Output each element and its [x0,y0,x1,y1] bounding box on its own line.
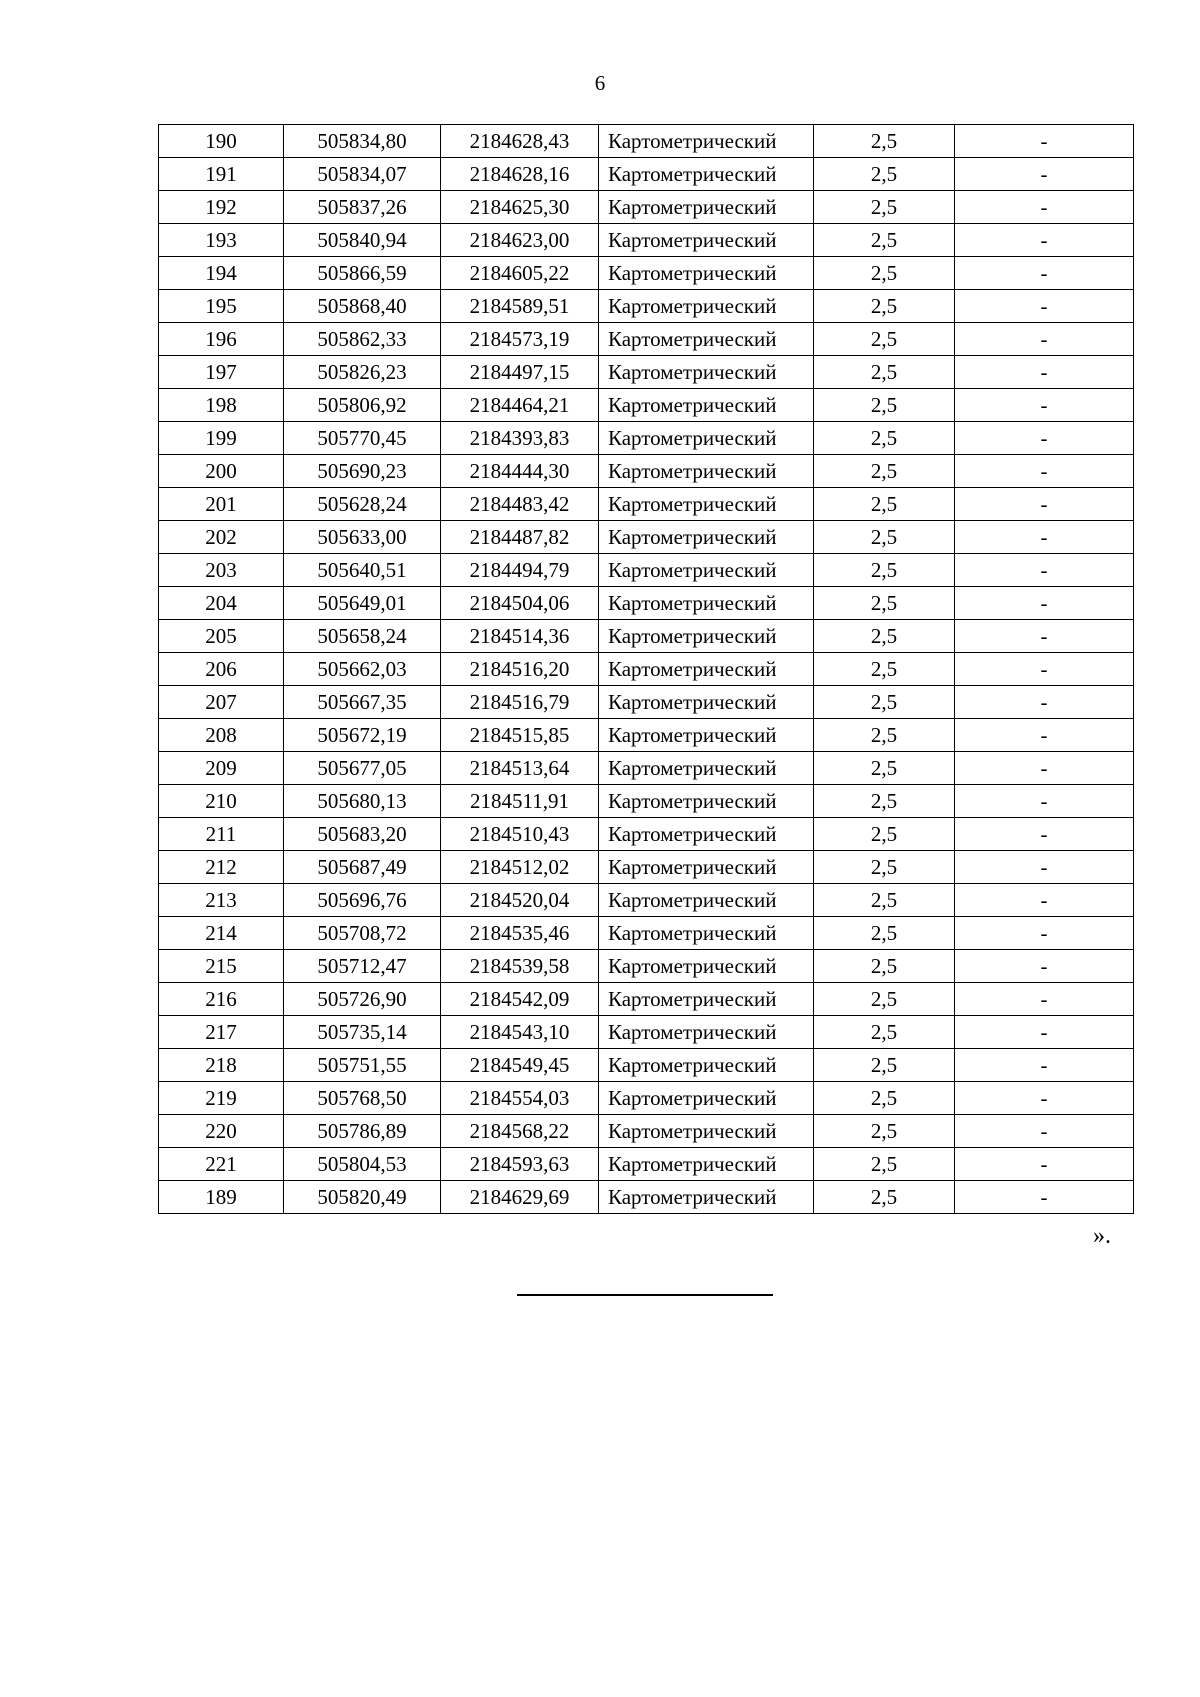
y-coordinate-cell: 2184593,63 [441,1148,599,1181]
point-number-cell: 199 [159,422,284,455]
table-row [159,785,1134,818]
accuracy-cell: 2,5 [814,521,955,554]
point-number-cell: 190 [159,125,284,158]
point-number-cell: 206 [159,653,284,686]
accuracy-cell: 2,5 [814,1082,955,1115]
y-coordinate-cell: 2184512,02 [441,851,599,884]
accuracy-cell: 2,5 [814,257,955,290]
x-coordinate-cell: 505677,05 [284,752,441,785]
y-coordinate-cell: 2184589,51 [441,290,599,323]
table-row [159,389,1134,422]
table-row [159,356,1134,389]
method-cell: Картометрический [599,158,814,191]
table-row [159,1148,1134,1181]
table-row [159,1115,1134,1148]
closing-quote-mark: ». [1093,1223,1111,1249]
point-number-cell: 205 [159,620,284,653]
x-coordinate-cell: 505696,76 [284,884,441,917]
y-coordinate-cell: 2184628,43 [441,125,599,158]
accuracy-cell: 2,5 [814,686,955,719]
table-row [159,983,1134,1016]
x-coordinate-cell: 505837,26 [284,191,441,224]
description-cell: - [955,1049,1134,1082]
description-cell: - [955,257,1134,290]
method-cell: Картометрический [599,224,814,257]
table-row [159,1082,1134,1115]
accuracy-cell: 2,5 [814,158,955,191]
method-cell: Картометрический [599,488,814,521]
method-cell: Картометрический [599,257,814,290]
table-row [159,1016,1134,1049]
table-row [159,587,1134,620]
description-cell: - [955,818,1134,851]
x-coordinate-cell: 505768,50 [284,1082,441,1115]
method-cell: Картометрический [599,686,814,719]
method-cell: Картометрический [599,1148,814,1181]
y-coordinate-cell: 2184504,06 [441,587,599,620]
end-of-document-rule [517,1294,773,1296]
method-cell: Картометрический [599,884,814,917]
point-number-cell: 220 [159,1115,284,1148]
point-number-cell: 209 [159,752,284,785]
point-number-cell: 193 [159,224,284,257]
x-coordinate-cell: 505866,59 [284,257,441,290]
y-coordinate-cell: 2184514,36 [441,620,599,653]
x-coordinate-cell: 505826,23 [284,356,441,389]
accuracy-cell: 2,5 [814,455,955,488]
x-coordinate-cell: 505680,13 [284,785,441,818]
table-row [159,620,1134,653]
y-coordinate-cell: 2184494,79 [441,554,599,587]
point-number-cell: 211 [159,818,284,851]
y-coordinate-cell: 2184629,69 [441,1181,599,1214]
x-coordinate-cell: 505712,47 [284,950,441,983]
accuracy-cell: 2,5 [814,884,955,917]
description-cell: - [955,224,1134,257]
x-coordinate-cell: 505820,49 [284,1181,441,1214]
table-row [159,257,1134,290]
accuracy-cell: 2,5 [814,719,955,752]
accuracy-cell: 2,5 [814,191,955,224]
table-row [159,554,1134,587]
y-coordinate-cell: 2184628,16 [441,158,599,191]
accuracy-cell: 2,5 [814,950,955,983]
accuracy-cell: 2,5 [814,422,955,455]
point-number-cell: 214 [159,917,284,950]
description-cell: - [955,422,1134,455]
description-cell: - [955,1181,1134,1214]
description-cell: - [955,917,1134,950]
description-cell: - [955,323,1134,356]
description-cell: - [955,983,1134,1016]
accuracy-cell: 2,5 [814,917,955,950]
method-cell: Картометрический [599,917,814,950]
description-cell: - [955,719,1134,752]
coordinates-table [158,124,1134,1214]
accuracy-cell: 2,5 [814,620,955,653]
table-row [159,455,1134,488]
description-cell: - [955,950,1134,983]
description-cell: - [955,884,1134,917]
table-row [159,1049,1134,1082]
x-coordinate-cell: 505672,19 [284,719,441,752]
y-coordinate-cell: 2184625,30 [441,191,599,224]
x-coordinate-cell: 505726,90 [284,983,441,1016]
point-number-cell: 202 [159,521,284,554]
x-coordinate-cell: 505640,51 [284,554,441,587]
method-cell: Картометрический [599,1049,814,1082]
y-coordinate-cell: 2184535,46 [441,917,599,950]
accuracy-cell: 2,5 [814,587,955,620]
y-coordinate-cell: 2184513,64 [441,752,599,785]
x-coordinate-cell: 505786,89 [284,1115,441,1148]
method-cell: Картометрический [599,653,814,686]
x-coordinate-cell: 505662,03 [284,653,441,686]
method-cell: Картометрический [599,455,814,488]
method-cell: Картометрический [599,1181,814,1214]
x-coordinate-cell: 505690,23 [284,455,441,488]
table-row [159,917,1134,950]
x-coordinate-cell: 505770,45 [284,422,441,455]
point-number-cell: 197 [159,356,284,389]
accuracy-cell: 2,5 [814,1016,955,1049]
method-cell: Картометрический [599,950,814,983]
accuracy-cell: 2,5 [814,488,955,521]
table-row [159,521,1134,554]
point-number-cell: 219 [159,1082,284,1115]
description-cell: - [955,851,1134,884]
x-coordinate-cell: 505687,49 [284,851,441,884]
method-cell: Картометрический [599,125,814,158]
method-cell: Картометрический [599,818,814,851]
y-coordinate-cell: 2184444,30 [441,455,599,488]
y-coordinate-cell: 2184543,10 [441,1016,599,1049]
point-number-cell: 194 [159,257,284,290]
method-cell: Картометрический [599,1016,814,1049]
x-coordinate-cell: 505649,01 [284,587,441,620]
point-number-cell: 191 [159,158,284,191]
method-cell: Картометрический [599,587,814,620]
y-coordinate-cell: 2184623,00 [441,224,599,257]
description-cell: - [955,1115,1134,1148]
x-coordinate-cell: 505834,80 [284,125,441,158]
description-cell: - [955,290,1134,323]
table-row [159,488,1134,521]
table-row [159,422,1134,455]
point-number-cell: 210 [159,785,284,818]
point-number-cell: 189 [159,1181,284,1214]
x-coordinate-cell: 505708,72 [284,917,441,950]
accuracy-cell: 2,5 [814,851,955,884]
table-row [159,323,1134,356]
y-coordinate-cell: 2184605,22 [441,257,599,290]
x-coordinate-cell: 505804,53 [284,1148,441,1181]
description-cell: - [955,356,1134,389]
y-coordinate-cell: 2184510,43 [441,818,599,851]
x-coordinate-cell: 505862,33 [284,323,441,356]
description-cell: - [955,686,1134,719]
x-coordinate-cell: 505868,40 [284,290,441,323]
point-number-cell: 213 [159,884,284,917]
method-cell: Картометрический [599,1115,814,1148]
accuracy-cell: 2,5 [814,983,955,1016]
accuracy-cell: 2,5 [814,554,955,587]
y-coordinate-cell: 2184516,20 [441,653,599,686]
description-cell: - [955,1082,1134,1115]
description-cell: - [955,125,1134,158]
description-cell: - [955,158,1134,191]
x-coordinate-cell: 505751,55 [284,1049,441,1082]
table-row [159,686,1134,719]
accuracy-cell: 2,5 [814,785,955,818]
description-cell: - [955,1016,1134,1049]
table-row [159,752,1134,785]
y-coordinate-cell: 2184568,22 [441,1115,599,1148]
y-coordinate-cell: 2184515,85 [441,719,599,752]
accuracy-cell: 2,5 [814,1181,955,1214]
point-number-cell: 221 [159,1148,284,1181]
method-cell: Картометрический [599,851,814,884]
table-row [159,851,1134,884]
method-cell: Картометрический [599,290,814,323]
point-number-cell: 192 [159,191,284,224]
y-coordinate-cell: 2184497,15 [441,356,599,389]
method-cell: Картометрический [599,719,814,752]
y-coordinate-cell: 2184511,91 [441,785,599,818]
method-cell: Картометрический [599,422,814,455]
accuracy-cell: 2,5 [814,653,955,686]
description-cell: - [955,191,1134,224]
method-cell: Картометрический [599,389,814,422]
point-number-cell: 195 [159,290,284,323]
x-coordinate-cell: 505628,24 [284,488,441,521]
coordinates-table-body [159,125,1134,1214]
accuracy-cell: 2,5 [814,1115,955,1148]
point-number-cell: 198 [159,389,284,422]
x-coordinate-cell: 505735,14 [284,1016,441,1049]
table-row [159,224,1134,257]
accuracy-cell: 2,5 [814,1049,955,1082]
y-coordinate-cell: 2184542,09 [441,983,599,1016]
method-cell: Картометрический [599,785,814,818]
table-row [159,125,1134,158]
table-row [159,719,1134,752]
point-number-cell: 218 [159,1049,284,1082]
accuracy-cell: 2,5 [814,290,955,323]
description-cell: - [955,653,1134,686]
table-row [159,290,1134,323]
table-row [159,884,1134,917]
y-coordinate-cell: 2184464,21 [441,389,599,422]
point-number-cell: 212 [159,851,284,884]
description-cell: - [955,554,1134,587]
y-coordinate-cell: 2184393,83 [441,422,599,455]
table-row [159,653,1134,686]
x-coordinate-cell: 505840,94 [284,224,441,257]
y-coordinate-cell: 2184573,19 [441,323,599,356]
point-number-cell: 196 [159,323,284,356]
description-cell: - [955,620,1134,653]
table-row [159,818,1134,851]
description-cell: - [955,488,1134,521]
point-number-cell: 200 [159,455,284,488]
point-number-cell: 216 [159,983,284,1016]
accuracy-cell: 2,5 [814,752,955,785]
y-coordinate-cell: 2184549,45 [441,1049,599,1082]
point-number-cell: 217 [159,1016,284,1049]
x-coordinate-cell: 505834,07 [284,158,441,191]
x-coordinate-cell: 505667,35 [284,686,441,719]
table-row [159,158,1134,191]
method-cell: Картометрический [599,620,814,653]
accuracy-cell: 2,5 [814,389,955,422]
x-coordinate-cell: 505658,24 [284,620,441,653]
y-coordinate-cell: 2184483,42 [441,488,599,521]
description-cell: - [955,587,1134,620]
page-number: 6 [594,71,606,95]
method-cell: Картометрический [599,356,814,389]
point-number-cell: 203 [159,554,284,587]
table-row [159,191,1134,224]
point-number-cell: 215 [159,950,284,983]
x-coordinate-cell: 505806,92 [284,389,441,422]
method-cell: Картометрический [599,521,814,554]
point-number-cell: 207 [159,686,284,719]
y-coordinate-cell: 2184487,82 [441,521,599,554]
accuracy-cell: 2,5 [814,224,955,257]
accuracy-cell: 2,5 [814,1148,955,1181]
description-cell: - [955,521,1134,554]
accuracy-cell: 2,5 [814,323,955,356]
method-cell: Картометрический [599,983,814,1016]
method-cell: Картометрический [599,554,814,587]
x-coordinate-cell: 505683,20 [284,818,441,851]
method-cell: Картометрический [599,1082,814,1115]
accuracy-cell: 2,5 [814,818,955,851]
table-row [159,1181,1134,1214]
table-row [159,950,1134,983]
y-coordinate-cell: 2184516,79 [441,686,599,719]
x-coordinate-cell: 505633,00 [284,521,441,554]
description-cell: - [955,752,1134,785]
y-coordinate-cell: 2184520,04 [441,884,599,917]
method-cell: Картометрический [599,323,814,356]
description-cell: - [955,785,1134,818]
point-number-cell: 204 [159,587,284,620]
description-cell: - [955,389,1134,422]
description-cell: - [955,455,1134,488]
accuracy-cell: 2,5 [814,356,955,389]
y-coordinate-cell: 2184554,03 [441,1082,599,1115]
method-cell: Картометрический [599,752,814,785]
point-number-cell: 201 [159,488,284,521]
accuracy-cell: 2,5 [814,125,955,158]
y-coordinate-cell: 2184539,58 [441,950,599,983]
description-cell: - [955,1148,1134,1181]
method-cell: Картометрический [599,191,814,224]
point-number-cell: 208 [159,719,284,752]
